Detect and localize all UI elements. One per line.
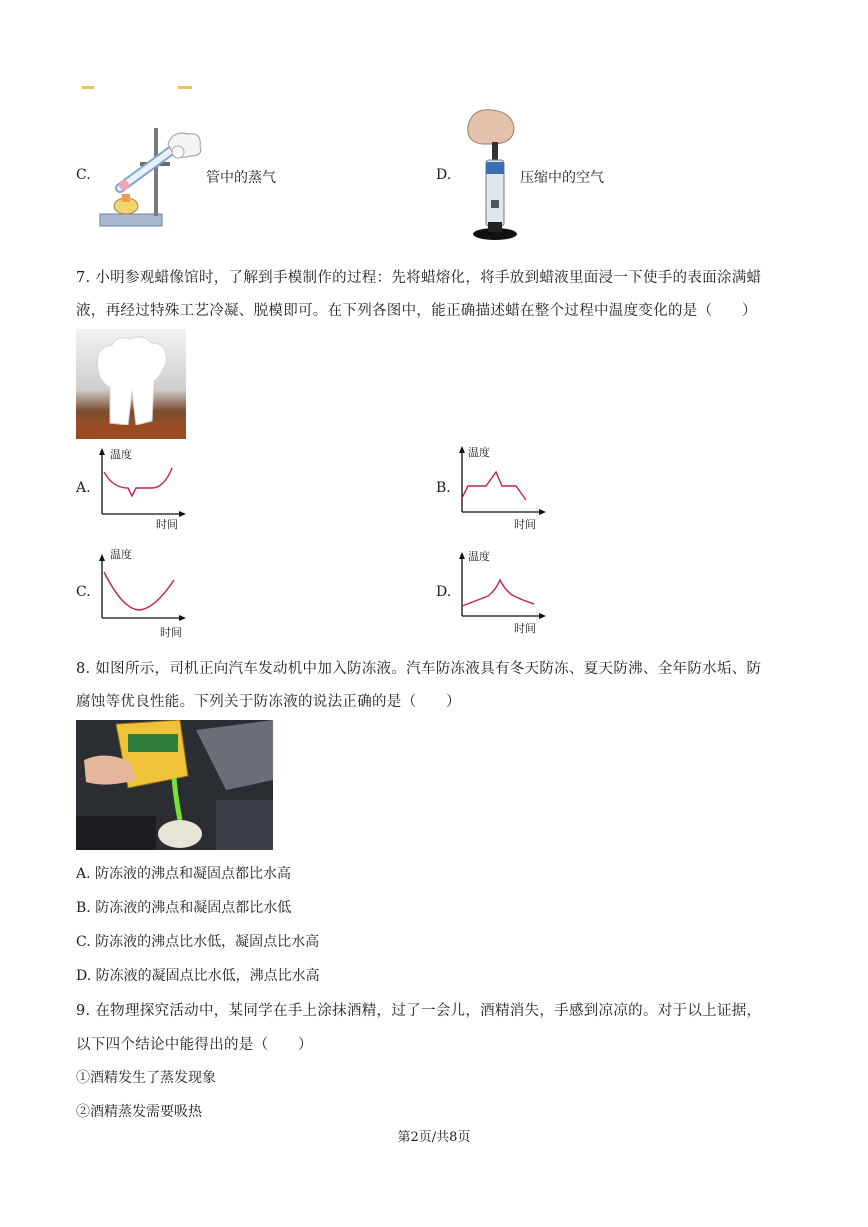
q9-item-2: ②酒精蒸发需要吸热	[76, 1104, 202, 1120]
air-compression-pump-illustration	[458, 104, 520, 244]
q9-question-line-1: 9. 在物理探究活动中，某同学在手上涂抹酒精，过了一会儿，酒精消失，手感到凉凉的。对于以上证据，	[76, 1003, 762, 1019]
q7-graph-a-letter: A.	[76, 480, 91, 496]
q7-graph-c-xlabel: 时间	[160, 626, 182, 639]
q7-graph-a-ylabel: 温度	[110, 448, 132, 461]
q8-option-c: C. 防冻液的沸点比水低，凝固点比水高	[76, 934, 320, 950]
q7-question-line-1: 7. 小明参观蜡像馆时，了解到手模制作的过程：先将蜡熔化，将手放到蜡液里面浸一下使手的表面涂满蜡	[76, 270, 762, 286]
q8-question-line-1: 8. 如图所示，司机正向汽车发动机中加入防冻液。汽车防冻液具有冬天防冻、夏天防沸、全年防水垢、防	[76, 661, 762, 677]
q8-question-line-2: 腐蚀等优良性能。下列关于防冻液的说法正确的是（ ）	[76, 694, 461, 710]
q7-graph-a-curve	[104, 468, 172, 496]
q6-option-c-text: 管中的蒸气	[206, 170, 276, 186]
q7-graph-b-xlabel: 时间	[514, 518, 536, 531]
q9-item-1: ①酒精发生了蒸发现象	[76, 1070, 216, 1086]
q7-question-line-2: 液，再经过特殊工艺冷凝、脱模即可。在下列各图中，能正确描述蜡在整个过程中温度变化的是（ ）	[76, 303, 757, 319]
q7-graph-c	[96, 554, 186, 624]
q7-graph-a-xlabel: 时间	[156, 518, 178, 531]
page-footer: 第2页/共8页	[397, 1130, 471, 1145]
wax-hand-photo	[76, 329, 186, 439]
q6-option-d-text: 压缩中的空气	[520, 170, 604, 186]
q7-graph-b-letter: B.	[436, 480, 451, 496]
q7-graph-c-ylabel: 温度	[110, 548, 132, 561]
antifreeze-pouring-photo	[76, 720, 273, 850]
q7-graph-d-letter: D.	[436, 584, 452, 600]
q7-graph-c-letter: C.	[76, 584, 91, 600]
q7-graph-b-ylabel: 温度	[468, 446, 490, 459]
q6-option-d-letter: D.	[436, 167, 452, 183]
q8-option-a: A. 防冻液的沸点和凝固点都比水高	[76, 866, 292, 882]
q8-option-b: B. 防冻液的沸点和凝固点都比水低	[76, 900, 292, 916]
q7-graph-d-curve	[462, 580, 534, 606]
test-tube-heating-illustration	[98, 122, 208, 230]
q9-question-line-2: 以下四个结论中能得出的是（ ）	[76, 1037, 313, 1053]
q7-graph-c-curve	[104, 572, 174, 610]
top-remnant	[82, 86, 192, 90]
q7-graph-b-curve	[462, 472, 526, 500]
q8-option-d: D. 防冻液的凝固点比水低，沸点比水高	[76, 968, 320, 984]
q7-graph-d-xlabel: 时间	[514, 622, 536, 635]
q7-graph-d-ylabel: 温度	[468, 550, 490, 563]
q6-option-c-letter: C.	[76, 167, 91, 183]
